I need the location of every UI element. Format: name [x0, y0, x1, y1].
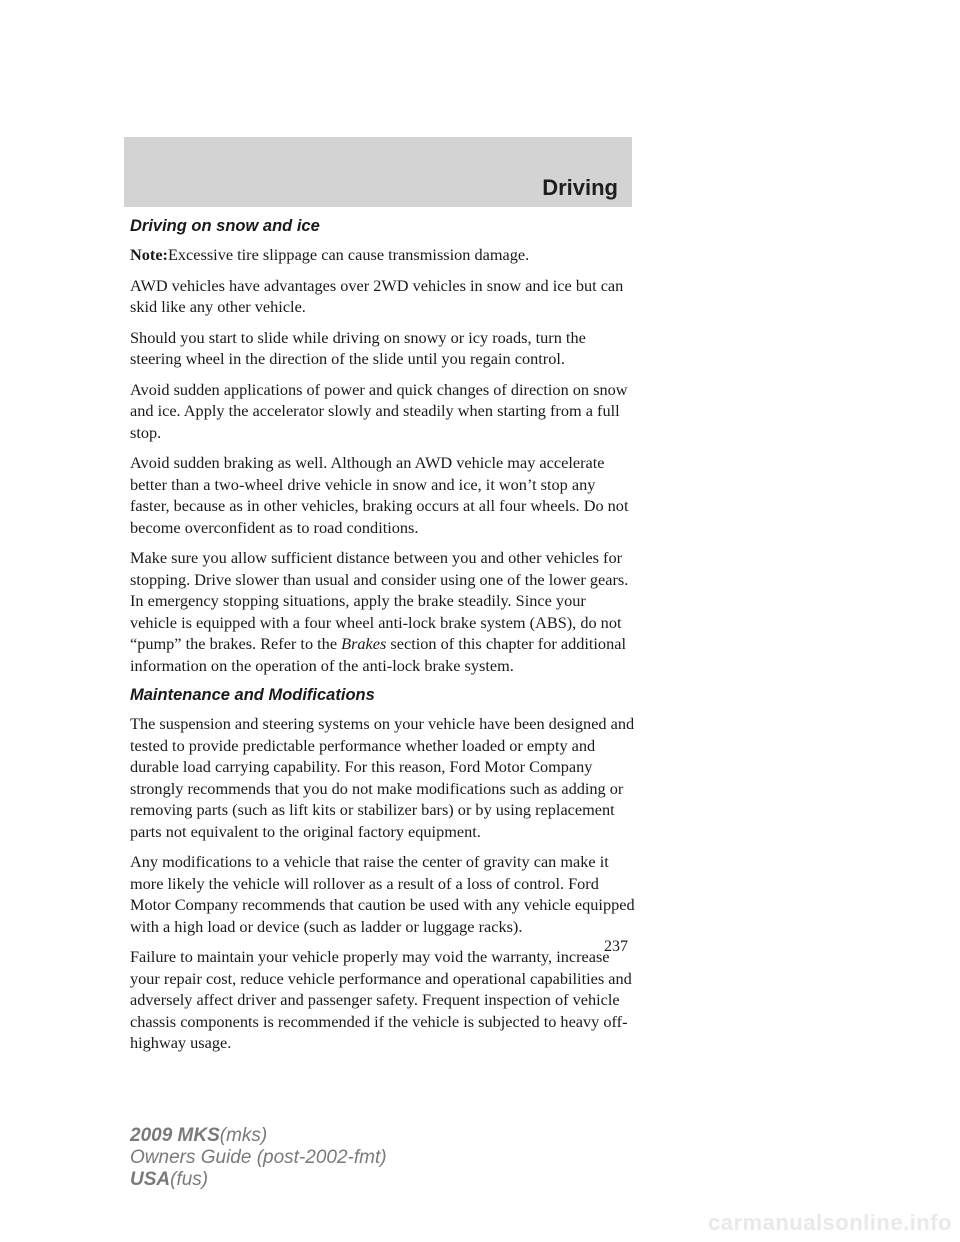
section-heading-maintenance: Maintenance and Modifications	[130, 686, 375, 704]
brakes-reference: Brakes	[341, 634, 387, 653]
note-text: Excessive tire slippage can cause transmission damage.	[167, 245, 530, 264]
footer-region-code: (fus)	[170, 1169, 209, 1190]
footer-model-code: (mks)	[219, 1125, 268, 1146]
footer-line-guide: Owners Guide (post-2002-fmt)	[130, 1147, 387, 1168]
chapter-header-band	[124, 137, 632, 207]
page-number: 237	[604, 938, 628, 955]
section-heading-snow-ice: Driving on snow and ice	[130, 217, 320, 235]
page-content	[130, 216, 635, 1063]
footer-line-model	[130, 1125, 387, 1147]
paragraph-slide-steering: Should you start to slide while driving on snowy or icy roads, turn the steering wheel in the direction of the slide until you regain control.	[130, 327, 586, 368]
paragraph-stopping-distance	[130, 547, 635, 676]
paragraph-maintenance-warranty: Failure to maintain your vehicle properly may void the warranty, increase your repair cost, reduce vehicle performance and operational capabilities and adversely affect driver and passenger safety. Frequent inspection of vehicle chassis components is recommended if the vehicle is subjected to heavy off-highway usage.	[130, 947, 632, 1052]
stopping-text-after: section of this chapter for additional information on the operation of the anti-lock brake system.	[130, 634, 626, 675]
site-watermark: carmanualsonline.info	[708, 1210, 952, 1235]
paragraph-center-of-gravity: Any modifications to a vehicle that raise the center of gravity can make it more likely the vehicle will rollover as a result of a loss of control. Ford Motor Company recommends that caution be used with any vehicle equipped with a high load or device (such as ladder or luggage racks).	[130, 852, 635, 936]
footer-region: USA	[130, 1169, 171, 1190]
footer-model: 2009 MKS	[130, 1125, 220, 1146]
paragraph-avoid-sudden-power: Avoid sudden applications of power and quick changes of direction on snow and ice. Apply the accelerator slowly and steadily when starting from a full stop.	[130, 379, 628, 442]
paragraph-suspension-steering: The suspension and steering systems on your vehicle have been designed and tested to provide predictable performance whether loaded or empty and durable load carrying capability. For this reason, Ford Motor Company strongly recommends that you do not make modifications such as adding or removing parts (such as lift kits or stabilizer bars) or by using replacement parts not equivalent to the original factory equipment.	[130, 714, 635, 841]
paragraph-awd-advantages: AWD vehicles have advantages over 2WD vehicles in snow and ice but can skid like any other vehicle.	[130, 275, 624, 316]
chapter-title: Driving	[542, 175, 618, 200]
note-paragraph	[130, 244, 635, 266]
document-footer	[130, 1125, 387, 1191]
stopping-text-before: Make sure you allow sufficient distance between you and other vehicles for stopping. Drive slower than usual and consider using one of the lower gears. In emergency stopping situations, apply the brake steadily. Since your vehicle is equipped with a four wheel anti-lock brake system (ABS), do not “pump” the brakes. Refer to the	[130, 548, 629, 653]
footer-line-region	[130, 1169, 387, 1191]
paragraph-avoid-sudden-braking: Avoid sudden braking as well. Although an AWD vehicle may accelerate better than a two-wheel drive vehicle in snow and ice, it won’t stop any faster, because as in other vehicles, braking occurs at all four wheels. Do not become overconfident as to road conditions.	[130, 453, 629, 537]
note-label: Note:	[130, 245, 168, 264]
